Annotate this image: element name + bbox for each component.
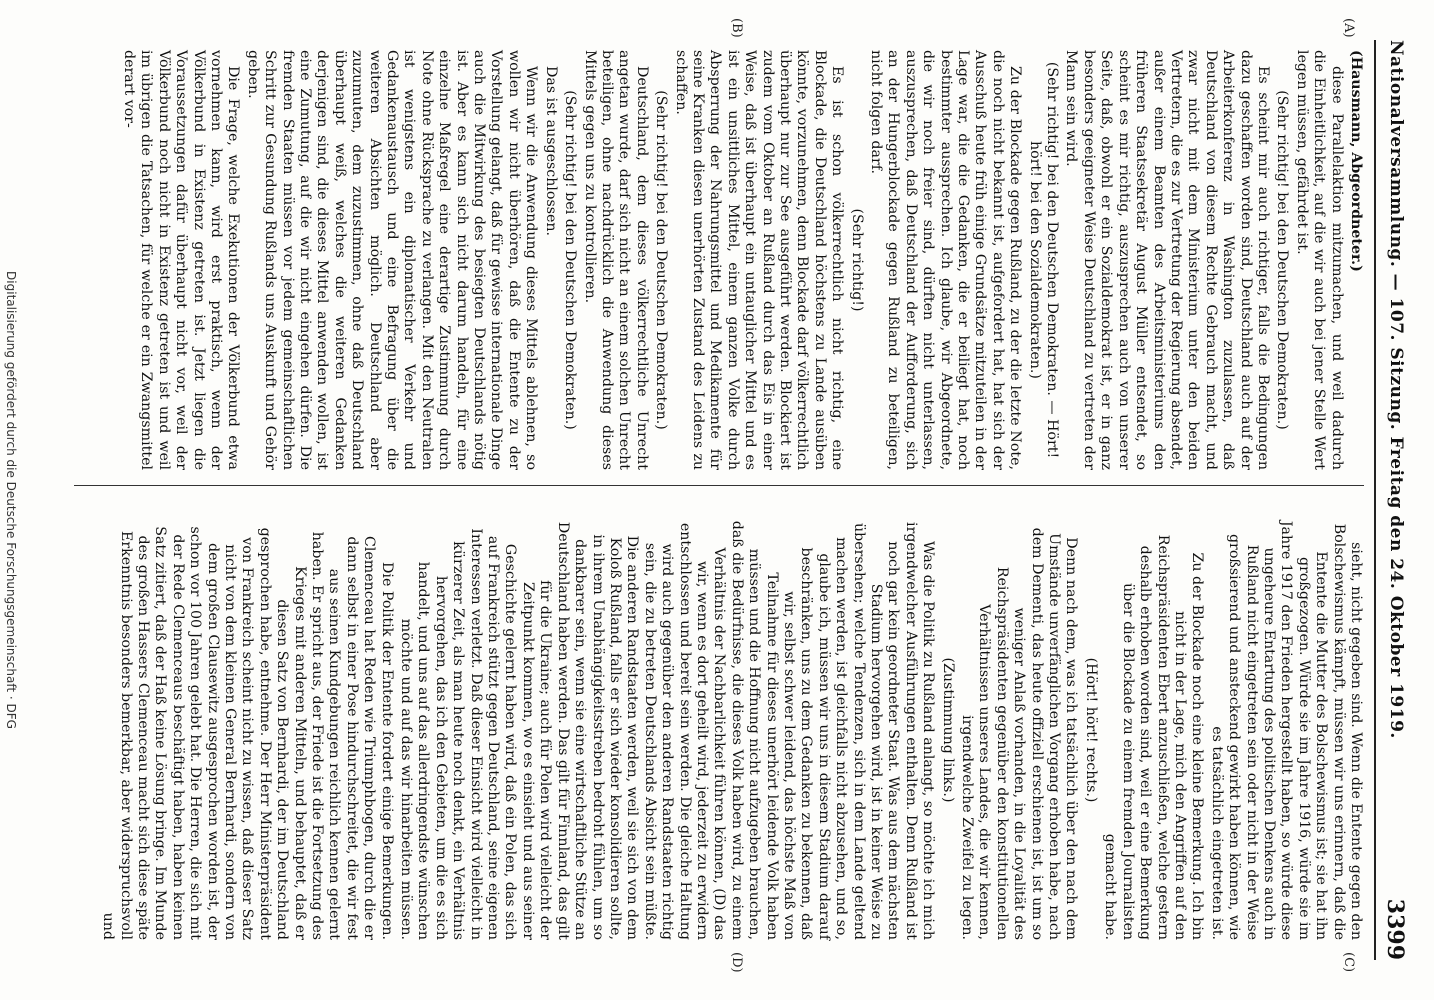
margin-marker-c: (C): [1341, 952, 1356, 973]
paragraph: sieht, nicht gegeben sind. Wenn die Entente gegen den Bolschewismus kämpft, müssen wir uns erinnern, daß die Entente die Mutter des Bolschewismus ist; sie hat ihn großgezogen. Würde sie im Jahre 1916, würde sie im Jahre 1917 den Frieden hergestellt haben, so würde diese ungeheure Entartung des politischen Denkens auch in Rußland nicht eingetreten sein oder nicht in der Weise großsierend und ansteckend gewirkt haben können, wie es tatsächlich eingetreten ist.: [1208, 520, 1364, 940]
paragraph: Das ist ausgeschlossen.: [542, 66, 559, 237]
paragraph: Zu der Blockade gegen Rußland, zu der die letzte Note, die noch nicht bekannt ist, aufgefordert hat, hat sich der Ausschuß heute früh einige Grundsätze mitzuteilen in der Lage war, die die Gedanken, die er beiliegt hat, noch bestimmter aussprechen. Ich glaube, wir Abgeordnete, die wir noch freier sind, dürften nicht unterlassen, auszusprechen, daß Deutschland der Aufforderung, sich an der Hungerblockade gegen Rußland zu beteiligen, nicht folgen darf.: [868, 50, 1024, 470]
paragraph: Es scheint mir auch richtiger, falls die Bedingungen dazu geschaffen worden sind, Deutschland auch auf der Arbeiterkonferenz in Washington zuzulassen, daß Deutschland von diesem Rechte Gebrauch macht, und zwar nicht mit dem Ministerium unter den beiden Vertretern, die es zur Vertretung der Regierung absendet, außer einem Beamten des Arbeitsministeriums den früheren Staatssekretär August Müller entsendet, so scheint es mir richtig, auszusprechen auch von unserer Seite, daß, obwohl er ein Sozialdemokrat ist, er in ganz besonders geeigneter Weise Deutschland zu vertreten der Mann sein wird.: [1063, 50, 1271, 470]
paragraph: diese Parallelaktion mitzumachen, und weil dadurch die Einheitlichkeit, auf die wir auch bei jener Stelle Wert legen müssen, gefährdet ist.: [1293, 50, 1345, 470]
margin-marker-a: (A): [1341, 18, 1356, 38]
interjection: (Sehr richtig! bei den Deutschen Demokraten. — Hört! hört! bei den Sozialdemokraten.): [1026, 61, 1061, 459]
paragraph: Die Frage, welche Exekutionen der Völkerbund etwa vornehmen kann, wird erst praktisch, wenn der Völkerbund in Existenz getreten ist. Jetzt liegen die Voraussetzungen dafür überhaupt nicht vor, weil der Völkerbund noch nicht in Existenz getreten ist und weil im übrigen die Tatsachen, für welche er ein Zwangsmittel derart vor-: [120, 50, 242, 470]
interjection: (Sehr richtig! bei den Deutschen Demokraten.): [562, 90, 579, 430]
page-header: [1374, 40, 1412, 960]
paragraph: Die Politik der Entente fordert einige Bemerkungen. Clemenceau hat Reden wie Triumphbogen, durch die er dann selbst in einer Pose hindurchschreitet, die wir fest aus seinen Kundgebungen reichlich kennen gelernt haben. Er spricht aus, der Friede ist die Fortsetzung des Krieges mit anderen Mitteln, und behauptet, daß er diesen Satz von Bernhardi, der im Deutschland gesprochen habe, entnehme. Der Herr Ministerpräsident von Frankreich scheint nicht zu wissen, daß dieser Satz nicht von dem kleinen General Bernhardi, sondern von dem großen Clausewitz ausgesprochen worden ist, der schon vor 100 Jahren gelebt hat. Die Herren, die sich mit der Rede Clemenceaus beschäftigt haben, haben keinen Satz zitiert, daß der Haß keine Lösung bringe. Im Munde des großen Hassers Clemenceau macht sich diese späte Erkenntnis besonders bemerkbar, aber widerspruchsvoll und: [100, 526, 395, 940]
margin-marker-b: (B): [729, 18, 744, 38]
column-divider: [74, 485, 1364, 486]
margin-marker-d: (D): [729, 952, 744, 973]
paragraph: Denn nach dem, was ich tatsächlich über den nach dem Umstände unverfänglichen Vorgang erhoben habe, nach dem Dementi, das heute offiziell erschienen ist, ist um so weniger Anlaß vorhanden, in die Loyalität des Reichspräsidenten gegenüber den konstitutionellen Verhältnissen unseres Landes, die wir kennen, irgendwelche Zweifel zu legen.: [959, 527, 1080, 940]
left-column: [118, 50, 1364, 470]
paragraph: Wenn wir die Anwendung dieses Mittels ablehnen, so wollen wir nicht überhören, daß die Entente zu der Vorstellung gelangt, daß für gewisse internationale Dinge auch die Mitwirkung des besiegten Deutschlands nötig ist. Aber es kann sich nicht darum handeln, für eine einzelne Maßregel eine derartige Zustimmung durch Note ohne Rücksprache zu verlangen. Mit den Neutralen ist wenigstens ein diplomatischer Verkehr und Gedankenaustausch und eine Befragung über die weiteren Absichten möglich. Deutschland aber zuzumuten, dem zuzustimmen, ohne daß Deutschland überhaupt weiß, welches die weiteren Gedanken derjenigen sind, die dieses Mittel anwenden wollen, ist eine Zumutung, auf die wir nicht eingehen dürfen. Die fremden Staaten müssen vor jedem gemeinschaftlichen Schritt zur Gesundung Rußlands uns Auskunft und Gehör geben.: [244, 50, 540, 470]
page-number: 3399: [1382, 898, 1408, 960]
paragraph: Was die Politik zu Rußland anlangt, so möchte ich mich irgendwelcher Ausführungen enthalten. Denn Rußland ist noch gar kein geordneter Staat. Was aus dem nächsten Stadium hervorgehen wird, ist in keiner Weise zu übersehen; welche Tendenzen, sich in dem Lande geltend machen werden, ist gleichfalls nicht abzusehen, und so, glaube ich, müssen wir uns in diesem Stadium darauf beschränken, uns zu dem Gedanken zu bekennen, daß wir, selbst schwer leidend, das höchste Maß von Teilnahme für dieses unerhört leidende Volk haben müssen und die Hoffnung nicht aufzugeben brauchen, daß die Bedürfnisse, die dieses Volk haben wird, zu einem Verhältnis der Nachbarlichkeit führen können, (D) das wir, wenn es dort geheilt wird, jederzeit zu erwidern entschlossen und bereit sein werden. Die gleiche Haltung wird auch gegenüber den anderen Randstaaten richtig sein, die zu betreten Deutschlands Absicht sein müßte. Die anderen Randstaaten werden, weil sie sich von dem Koloß Rußland, falls er sich wieder konsolidieren sollte, in ihrem Unabhängigkeitsstreben bedroht fühlen, um so dankbarer sein, wenn sie eine wirtschaftliche Stütze an Deutschland haben werden. Das gilt für Finnland, das gilt für die Ukraine; auch für Polen wird vielleicht der Zeitpunkt kommen, wo es einsieht und aus seiner Geschichte gelernt haben wird, daß ein Polen, das sich auf Frankreich stützt gegen Deutschland, seine eigenen Interessen verletzt. Daß dieser Einsicht wird vielleicht in kürzerer Zeit, als man heute noch denkt, ein Verhältnis hervorgehen, das ich den Gebieten, um die es sich handelt, und uns auf das allerdringendste wünschen möchte und auf das wir hinarbeiten müssen.: [398, 520, 937, 940]
right-column: [97, 520, 1364, 940]
interjection: (Zustimmung links.): [939, 657, 956, 803]
interjection: (Sehr richtig! bei den Deutschen Demokraten.): [1274, 90, 1291, 430]
digitization-credit: Digitalisierung gefördert durch die Deutsche Forschungsgemeinschaft · DFG: [4, 271, 18, 729]
paragraph: Deutschland, dem dieses völkerrechtliche Unrecht angetan wurde, darf sich nicht an einem solchen Unrecht beteiligen, ohne nachdrücklich die Anwendung dieses Mittels gegen uns zu kontrollieren.: [581, 50, 650, 470]
speaker-line: (Hausmann, Abgeordneter.): [1348, 50, 1364, 272]
paragraph: Zu der Blockade noch eine kleine Bemerkung. Ich bin nicht in der Lage, mich den Angriffen auf den Reichspräsidenten Ebert anzuschließen, welche gestern deshalb erhoben worden sind, weil er eine Bemerkung über die Blockade zu einem fremden Journalisten gemacht habe.: [1102, 534, 1206, 940]
paragraph: Es ist schon völkerrechtlich nicht richtig, eine Blockade, die Deutschland höchstens zu Lande ausüben könnte, vorzunehmen, denn Blockade darf völkerrechtlich überhaupt nur zur See ausgeführt werden. Blockiert ist zudem vom Oktober an Rußland durch das Eis in einer Weise, daß ist überhaupt ein untauglicher Mittel und es ist ein unsittliches Mittel, einem ganzen Volke durch Absperrung der Nahrungsmittel und Medikamente für seine Kranken diesen unerhörten Zustand des Leidens zu schaffen.: [672, 50, 846, 470]
interjection: (Sehr richtig! bei den Deutschen Demokraten.): [653, 90, 670, 430]
interjection: (Sehr richtig!): [848, 208, 865, 312]
interjection: (Hört! hört! rechts.): [1082, 657, 1099, 803]
header-title: Nationalversammlung. — 107. Sitzung. Freitag den 24. Oktober 1919.: [1386, 40, 1406, 739]
